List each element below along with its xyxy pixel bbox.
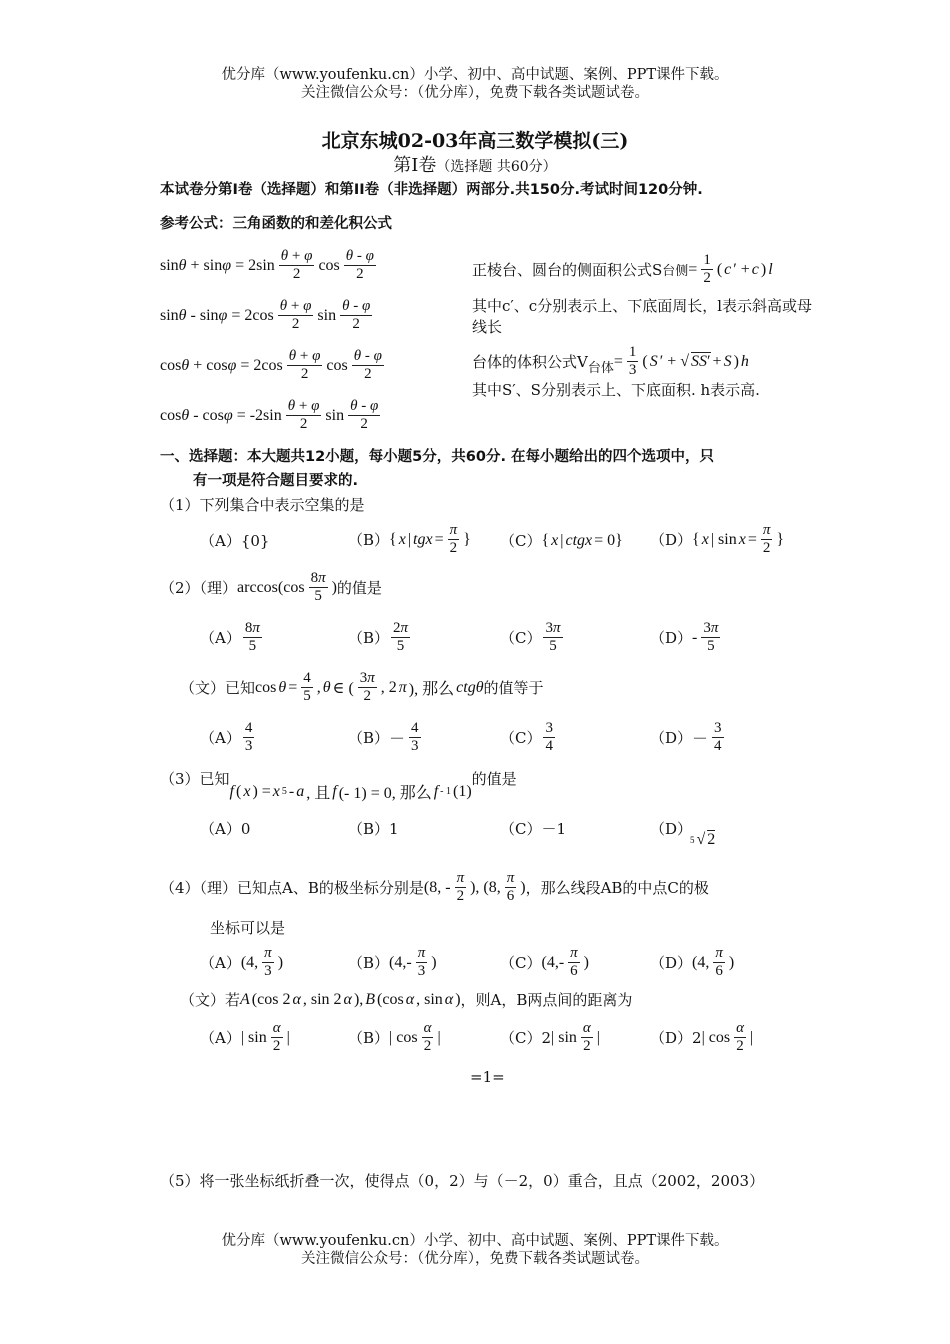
q2-stem: （2）（理） arccos(cos $\frac{8\pi}{5}$ ) 的值是 (160, 570, 382, 604)
q3-option-a: （A）0 (200, 820, 251, 838)
q5-stem: （5）将一张坐标纸折叠一次，使得点（0，2）与（－2，0）重合，且点（2002，2003） (160, 1172, 765, 1190)
q3-option-b: （B）1 (348, 820, 399, 838)
q2-wen-option-c: （C） $\frac{3}{4}$ (500, 720, 553, 754)
q1-option-c: （C） { x | ctgx = 0} (500, 531, 623, 550)
exam-intro: 本试卷分第I卷（选择题）和第II卷（非选择题）两部分.共150分.考试时间120分钟. (160, 182, 703, 198)
q2-option-c: （C） $\frac{3\pi}{5}$ (500, 620, 561, 654)
q4-stem: （4）（理）已知点A、B的极坐标分别是 (8, - $\frac{\pi}{2}$ ), (8, $\frac{\pi}{6}$ ) ，那么线段AB的中点C的极 (160, 870, 709, 904)
part1-heading-2: 有一项是符合题目要求的. (193, 473, 359, 489)
frustum-volume-formula: 台体的体积公式V 台体 = $\frac{1}{3}$ ( S ′ + √ SS′ + S ) h (472, 344, 749, 378)
q4-wen-stem: （文）若 A (cos 2 α , sin 2 α ), B (cos α , sin α ) ，则A，B两点间的距离为 (180, 990, 633, 1009)
formula-sin-diff: sinθ - sinφ = 2cos $\frac{\theta + \varphi}{2}$ sin $\frac{\theta - \varphi}{2}$ (160, 298, 371, 332)
q3-stem: （3）已知 f ( x ) = x 5 - a , 且 f (- 1) = 0, 那么 f - 1 (1) 的值是 (160, 770, 517, 802)
header-line-1: 优分库（www.youfenku.cn）小学、初中、高中试题、案例、PPT课件下载。 (221, 67, 729, 83)
formula-sin-sum: sinθ + sinφ = 2sin $\frac{\theta + \varphi}{2}$ cos $\frac{\theta - \varphi}{2}$ (160, 248, 374, 282)
footer-line-1: 优分库（www.youfenku.cn）小学、初中、高中试题、案例、PPT课件下载。 (221, 1233, 729, 1249)
q2-wen-option-a: （A） $\frac{4}{3}$ (200, 720, 253, 754)
q1-option-a: （A）{0} (200, 532, 270, 550)
q3-option-d-root: 5 √ 2 (690, 830, 716, 848)
q4-wen-option-d: （D）2 | cos $\frac{\alpha}{2}$ | (650, 1020, 754, 1054)
formula-cos-sum: cosθ + cosφ = 2cos $\frac{\theta + \varphi}{2}$ cos $\frac{\theta - \varphi}{2}$ (160, 348, 382, 382)
part1-heading: 一、选择题：本大题共12小题，每小题5分，共60分. 在每小题给出的四个选项中，只 (160, 449, 714, 465)
formula-cos-diff: cosθ - cosφ = -2sin $\frac{\theta + \varphi}{2}$ sin $\frac{\theta - \varphi}{2}$ (160, 398, 379, 432)
q1-option-b: （B） { x | tgx = $\frac{\pi}{2}$ } (348, 522, 471, 556)
page-title: 北京东城02-03年高三数学模拟(三) (321, 130, 629, 152)
q4-option-b: （B） (4,- $\frac{\pi}{3}$ ) (348, 945, 437, 979)
q2-wen-stem: （文）已知 cos θ = $\frac{4}{5}$ , θ ∈ ( $\frac{3\pi}{2}$ , 2 π ), 那么 ctgθ 的值等于 (180, 670, 544, 704)
q4-option-d: （D） (4, $\frac{\pi}{6}$ ) (650, 945, 735, 979)
q4-wen-option-a: （A） | sin $\frac{\alpha}{2}$ | (200, 1020, 290, 1054)
frustum-area-note: 其中c′、c分别表示上、下底面周长，l表示斜高或母线长 (472, 297, 813, 336)
footer-line-2: 关注微信公众号：（优分库），免费下载各类试题试卷。 (301, 1251, 649, 1267)
q2-wen-option-d: （D） － $\frac{3}{4}$ (650, 720, 722, 754)
q2-option-a: （A） $\frac{8\pi}{5}$ (200, 620, 260, 654)
header-line-2: 关注微信公众号：（优分库），免费下载各类试题试卷。 (301, 85, 649, 101)
section-title: 第I卷（选择题 共60分） (393, 155, 557, 176)
q1-option-d: （D） { x | sin x = $\frac{\pi}{2}$ } (650, 522, 785, 556)
q2-wen-option-b: （B） － $\frac{4}{3}$ (348, 720, 419, 754)
q2-option-b: （B） $\frac{2\pi}{5}$ (348, 620, 409, 654)
q3-option-d: （D） (650, 820, 693, 838)
frustum-area-formula: 正棱台、圆台的侧面积公式S 台侧 = $\frac{1}{2}$ ( c ′ + c ) l (472, 252, 773, 286)
q1-stem: （1）下列集合中表示空集的是 (160, 496, 365, 514)
q4-option-a: （A） (4, $\frac{\pi}{3}$ ) (200, 945, 284, 979)
frustum-volume-note: 其中S′、S分别表示上、下底面积. h表示高. (472, 381, 760, 399)
formula-heading: 参考公式：三角函数的和差化积公式 (160, 216, 392, 232)
q4-wen-option-b: （B） | cos $\frac{\alpha}{2}$ | (348, 1020, 441, 1054)
q4-stem-line2: 坐标可以是 (210, 919, 286, 937)
page-number: =1= (470, 1068, 505, 1086)
q3-option-c: （C）－1 (500, 820, 567, 838)
q4-wen-option-c: （C）2 | sin $\frac{\alpha}{2}$ | (500, 1020, 600, 1054)
q4-option-c: （C） (4,- $\frac{\pi}{6}$ ) (500, 945, 589, 979)
q2-option-d: （D） - $\frac{3\pi}{5}$ (650, 620, 719, 654)
